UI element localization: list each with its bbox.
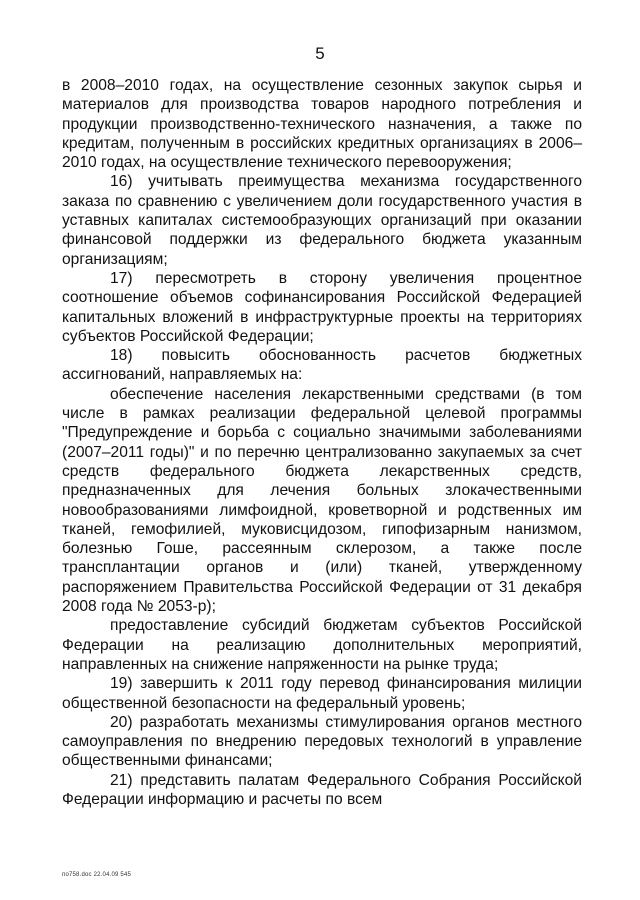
paragraph-item-19: 19) завершить к 2011 году перевод финансирования милиции общественной безопасности на федеральный уровень; xyxy=(62,675,582,712)
paragraph-item-16: 16) учитывать преимущества механизма государственного заказа по сравнению с увеличением доли государственного участия в уставных капиталах системообразующих организаций при оказании финансовой поддержки из федерального бюджета указанным организациям; xyxy=(62,173,582,268)
paragraph-subitem-medicines: обеспечение населения лекарственными средствами (в том числе в рамках реализации федеральной целевой программы "Предупреждение и борьба с социально значимыми заболеваниями (2007–2011 годы)" и по перечню централизованно закупаемых за счет средств федерального бюджета лекарственных средств, предназначенных для лечения больных злокачественными новообразованиями лимфоидной, кроветворной и родственных им тканей, гемофилией, муковисцидозом, гипофизарным нанизмом, болезнью Гоше, рассеянным склерозом, а также после трансплантации органов и (или) тканей, утвержденному распоряжением Правительства Российской Федерации от 31 декабря 2008 года № 2053-р); xyxy=(62,385,582,616)
paragraph-item-21: 21) представить палатам Федерального Собрания Российской Федерации информацию и расчеты по всем xyxy=(62,771,582,808)
paragraph-subitem-subsidies: предоставление субсидий бюджетам субъектов Российской Федерации на реализацию дополнительных мероприятий, направленных на снижение напряженности на рынке труда; xyxy=(62,617,582,673)
document-body xyxy=(62,76,582,809)
footer-file-stamp: по758.doc 22.04.09 545 xyxy=(62,872,132,878)
paragraph-item-17: 17) пересмотреть в сторону увеличения процентное соотношение объемов софинансирования Российской Федерацией капитальных вложений в инфраструктурные проекты на территориях субъектов Российской Федерации; xyxy=(62,269,582,345)
paragraph-item-18: 18) повысить обоснованность расчетов бюджетных ассигнований, направляемых на: xyxy=(62,347,582,384)
paragraph-continuation: в 2008–2010 годах, на осуществление сезонных закупок сырья и материалов для производства товаров народного потребления и продукции производственно-технического назначения, а также по кредитам, полученным в российских кредитных организациях в 2006–2010 годах, на осуществление технического перевооружения; xyxy=(62,77,582,172)
paragraph-item-20: 20) разработать механизмы стимулирования органов местного самоуправления по внедрению передовых технологий в управление общественными финансами; xyxy=(62,713,582,770)
page-number: 5 xyxy=(315,44,325,63)
